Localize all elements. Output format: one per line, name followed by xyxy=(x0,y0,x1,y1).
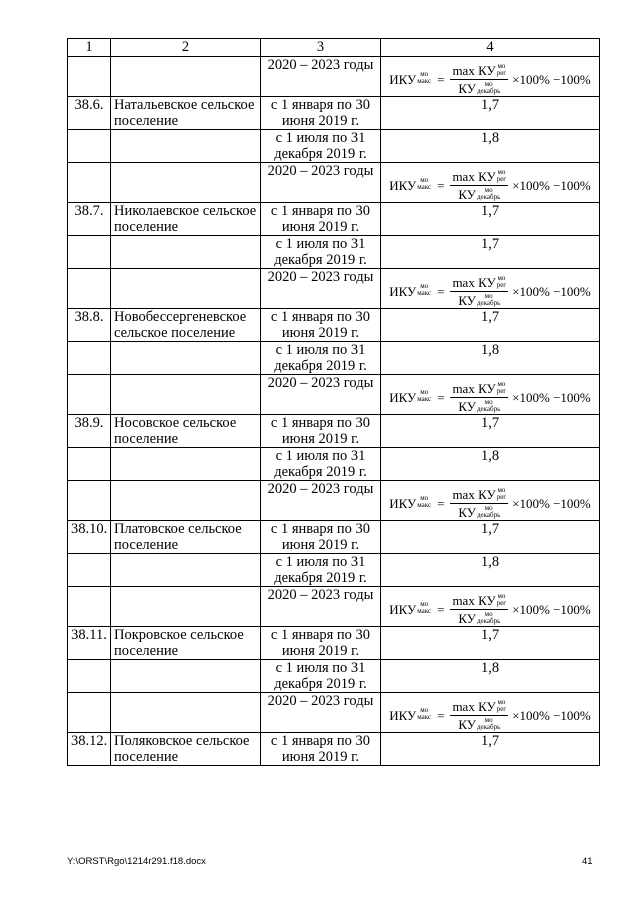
settlement-name: Николаевское сельское поселение xyxy=(111,203,261,236)
formula-den-sub: декабрь xyxy=(476,299,501,307)
formula-lhs-sub: макс xyxy=(417,607,432,615)
row-number xyxy=(68,481,111,521)
formula-den-sup: мо xyxy=(484,504,493,512)
formula-numerator xyxy=(450,593,508,610)
formula-num-sub: рег xyxy=(496,69,507,77)
settlement-name xyxy=(111,236,261,269)
formula-num-main: max КУ xyxy=(452,380,496,396)
formula-num-sup: мо xyxy=(497,698,506,706)
period: с 1 января по 30 июня 2019 г. xyxy=(261,203,381,236)
index-value-cell xyxy=(381,521,600,554)
index-value: 1,7 xyxy=(480,521,500,537)
formula-num-sub: рег xyxy=(496,493,507,501)
formula-num-indices xyxy=(497,699,506,713)
formula-num-sup: мо xyxy=(497,486,506,494)
index-value-cell xyxy=(381,130,600,163)
formula-den-sub: декабрь xyxy=(476,723,501,731)
formula-num-main: max КУ xyxy=(452,274,496,290)
formula-denominator xyxy=(458,610,500,625)
settlement-name xyxy=(111,554,261,587)
index-value-cell xyxy=(381,97,600,130)
row-number xyxy=(68,587,111,627)
table-row xyxy=(68,587,600,627)
period: с 1 июля по 31 декабря 2019 г. xyxy=(261,448,381,481)
settlement-name: Новобессергеневское сельское поселение xyxy=(111,309,261,342)
formula-lhs-indices xyxy=(417,282,432,297)
table-row xyxy=(68,97,600,130)
formula-den-main: КУ xyxy=(458,504,476,520)
table-body xyxy=(68,39,600,766)
index-value-cell xyxy=(381,309,600,342)
settlement-name xyxy=(111,342,261,375)
formula-num-indices xyxy=(497,275,506,289)
formula-fraction xyxy=(450,593,508,625)
period: с 1 января по 30 июня 2019 г. xyxy=(261,97,381,130)
row-number xyxy=(68,269,111,309)
row-number: 38.6. xyxy=(68,97,111,130)
period: с 1 января по 30 июня 2019 г. xyxy=(261,415,381,448)
formula-denominator xyxy=(458,504,500,519)
formula-lhs xyxy=(389,282,432,299)
formula-numerator xyxy=(450,381,508,398)
formula-den-sup: мо xyxy=(484,186,493,194)
formula-num-indices xyxy=(497,593,506,607)
formula-numerator xyxy=(450,63,508,80)
formula-fraction xyxy=(450,381,508,413)
period: 2020 – 2023 годы xyxy=(261,57,381,97)
settlement-name: Носовское сельское поселение xyxy=(111,415,261,448)
header-row xyxy=(68,39,600,57)
formula-lhs-sup: мо xyxy=(420,600,429,608)
formula-num-main: max КУ xyxy=(452,486,496,502)
settlement-name xyxy=(111,57,261,97)
formula-num-sup: мо xyxy=(497,274,506,282)
index-value-cell xyxy=(381,163,600,203)
formula-num-sub: рег xyxy=(496,175,507,183)
index-value-cell xyxy=(381,269,600,309)
formula xyxy=(389,275,591,307)
formula-den-sup: мо xyxy=(484,610,493,618)
formula xyxy=(389,487,591,519)
row-number xyxy=(68,660,111,693)
table-row xyxy=(68,236,600,269)
formula-numerator xyxy=(450,699,508,716)
table-row xyxy=(68,554,600,587)
formula-den-sup: мо xyxy=(484,80,493,88)
page-number: 41 xyxy=(582,856,593,867)
formula-numerator xyxy=(450,275,508,292)
formula-num-main: max КУ xyxy=(452,592,496,608)
formula-tail: ×100% −100% xyxy=(512,283,591,299)
period: с 1 июля по 31 декабря 2019 г. xyxy=(261,236,381,269)
formula-lhs-main: ИКУ xyxy=(389,177,417,193)
formula-den-sup: мо xyxy=(484,292,493,300)
formula-lhs-indices xyxy=(417,176,432,191)
index-value-cell xyxy=(381,693,600,733)
formula-num-main: max КУ xyxy=(452,698,496,714)
formula-tail: ×100% −100% xyxy=(512,707,591,723)
formula-lhs xyxy=(389,600,432,617)
formula-den-sub: декабрь xyxy=(476,617,501,625)
settlement-name xyxy=(111,130,261,163)
table-row xyxy=(68,342,600,375)
row-number: 38.9. xyxy=(68,415,111,448)
formula xyxy=(389,169,591,201)
formula-den-indices xyxy=(477,81,500,95)
period: с 1 января по 30 июня 2019 г. xyxy=(261,309,381,342)
formula-tail: ×100% −100% xyxy=(512,177,591,193)
index-value-cell xyxy=(381,375,600,415)
row-number: 38.11. xyxy=(68,627,111,660)
formula-den-sub: декабрь xyxy=(476,405,501,413)
period: с 1 июля по 31 декабря 2019 г. xyxy=(261,554,381,587)
row-number xyxy=(68,554,111,587)
formula-lhs-sup: мо xyxy=(420,70,429,78)
formula-denominator xyxy=(458,398,500,413)
formula-den-indices xyxy=(477,611,500,625)
formula-lhs-sup: мо xyxy=(420,494,429,502)
index-value: 1,8 xyxy=(480,448,500,464)
formula-lhs xyxy=(389,494,432,511)
formula-lhs xyxy=(389,706,432,723)
formula-equals: = xyxy=(437,389,445,405)
formula-num-sub: рег xyxy=(496,281,507,289)
formula-lhs-sub: макс xyxy=(417,183,432,191)
index-value: 1,8 xyxy=(480,130,500,146)
formula-equals: = xyxy=(437,177,445,193)
index-value: 1,7 xyxy=(480,97,500,113)
formula-lhs-sub: макс xyxy=(417,713,432,721)
table-row xyxy=(68,733,600,766)
formula-den-indices xyxy=(477,717,500,731)
formula-denominator xyxy=(458,292,500,307)
formula-lhs-indices xyxy=(417,70,432,85)
header-cell-3: 3 xyxy=(261,39,381,57)
formula xyxy=(389,63,591,95)
formula-lhs xyxy=(389,176,432,193)
formula-numerator xyxy=(450,169,508,186)
row-number xyxy=(68,130,111,163)
formula-equals: = xyxy=(437,495,445,511)
settlement-name xyxy=(111,375,261,415)
table-row xyxy=(68,203,600,236)
settlement-name xyxy=(111,448,261,481)
period: 2020 – 2023 годы xyxy=(261,481,381,521)
formula-num-sub: рег xyxy=(496,599,507,607)
settlement-name: Покровское сельское поселение xyxy=(111,627,261,660)
index-value-cell xyxy=(381,342,600,375)
index-value: 1,7 xyxy=(480,203,500,219)
header-cell-1: 1 xyxy=(68,39,111,57)
index-value-cell xyxy=(381,481,600,521)
formula-tail: ×100% −100% xyxy=(512,495,591,511)
formula-num-indices xyxy=(497,63,506,77)
settlement-name xyxy=(111,269,261,309)
formula-num-indices xyxy=(497,169,506,183)
formula-equals: = xyxy=(437,71,445,87)
index-value-cell xyxy=(381,415,600,448)
period: 2020 – 2023 годы xyxy=(261,163,381,203)
table-row xyxy=(68,415,600,448)
settlement-name xyxy=(111,660,261,693)
table-row xyxy=(68,693,600,733)
index-value-cell xyxy=(381,587,600,627)
period: с 1 июля по 31 декабря 2019 г. xyxy=(261,130,381,163)
index-value: 1,7 xyxy=(480,309,500,325)
formula-equals: = xyxy=(437,707,445,723)
formula-den-main: КУ xyxy=(458,716,476,732)
formula-lhs-sub: макс xyxy=(417,289,432,297)
table-row xyxy=(68,269,600,309)
header-cell-4: 4 xyxy=(381,39,600,57)
index-value-cell xyxy=(381,554,600,587)
formula-lhs-sup: мо xyxy=(420,176,429,184)
formula-den-indices xyxy=(477,187,500,201)
formula-den-sub: декабрь xyxy=(476,87,501,95)
period: с 1 января по 30 июня 2019 г. xyxy=(261,627,381,660)
formula-den-sup: мо xyxy=(484,716,493,724)
formula-lhs-sub: макс xyxy=(417,395,432,403)
settlement-name xyxy=(111,163,261,203)
formula-lhs-indices xyxy=(417,388,432,403)
footer-file-path: Y:\ORST\Rgo\1214r291.f18.docx xyxy=(67,856,206,867)
table-row xyxy=(68,130,600,163)
settlement-name xyxy=(111,587,261,627)
formula-num-indices xyxy=(497,381,506,395)
formula-den-sub: декабрь xyxy=(476,193,501,201)
formula-lhs-indices xyxy=(417,600,432,615)
formula-num-sub: рег xyxy=(496,705,507,713)
formula-denominator xyxy=(458,186,500,201)
formula-num-sup: мо xyxy=(497,168,506,176)
index-value: 1,8 xyxy=(480,342,500,358)
formula-den-indices xyxy=(477,293,500,307)
formula-lhs-main: ИКУ xyxy=(389,71,417,87)
period: с 1 января по 30 июня 2019 г. xyxy=(261,521,381,554)
formula-den-main: КУ xyxy=(458,80,476,96)
formula-num-sub: рег xyxy=(496,387,507,395)
table-row xyxy=(68,57,600,97)
settlement-name: Поляковское сельское поселение xyxy=(111,733,261,766)
table-row xyxy=(68,309,600,342)
formula-lhs-sub: макс xyxy=(417,501,432,509)
formula-den-indices xyxy=(477,399,500,413)
row-number xyxy=(68,342,111,375)
formula-numerator xyxy=(450,487,508,504)
formula-lhs-main: ИКУ xyxy=(389,495,417,511)
row-number: 38.12. xyxy=(68,733,111,766)
formula-lhs xyxy=(389,388,432,405)
formula-denominator xyxy=(458,716,500,731)
formula-num-main: max КУ xyxy=(452,62,496,78)
row-number xyxy=(68,693,111,733)
period: 2020 – 2023 годы xyxy=(261,269,381,309)
row-number xyxy=(68,163,111,203)
period: 2020 – 2023 годы xyxy=(261,693,381,733)
formula-den-sup: мо xyxy=(484,398,493,406)
row-number: 38.8. xyxy=(68,309,111,342)
index-value-cell xyxy=(381,448,600,481)
settlement-name: Платовское сельское поселение xyxy=(111,521,261,554)
formula-num-main: max КУ xyxy=(452,168,496,184)
period: с 1 января по 30 июня 2019 г. xyxy=(261,733,381,766)
formula-lhs-sup: мо xyxy=(420,282,429,290)
index-value-cell xyxy=(381,660,600,693)
formula-fraction xyxy=(450,699,508,731)
row-number xyxy=(68,448,111,481)
table-row xyxy=(68,448,600,481)
formula-num-sup: мо xyxy=(497,592,506,600)
table-row xyxy=(68,375,600,415)
index-value: 1,8 xyxy=(480,660,500,676)
index-value-cell xyxy=(381,57,600,97)
formula-den-sub: декабрь xyxy=(476,511,501,519)
index-value: 1,7 xyxy=(480,627,500,643)
formula-lhs-sup: мо xyxy=(420,706,429,714)
index-value: 1,8 xyxy=(480,554,500,570)
settlement-name: Натальевское сельское поселение xyxy=(111,97,261,130)
formula-lhs-sub: макс xyxy=(417,77,432,85)
row-number: 38.10. xyxy=(68,521,111,554)
formula-lhs-indices xyxy=(417,706,432,721)
header-cell-2: 2 xyxy=(111,39,261,57)
index-value: 1,7 xyxy=(480,236,500,252)
formula-lhs-main: ИКУ xyxy=(389,601,417,617)
formula-den-main: КУ xyxy=(458,292,476,308)
period: с 1 июля по 31 декабря 2019 г. xyxy=(261,342,381,375)
formula-num-sup: мо xyxy=(497,380,506,388)
table-row xyxy=(68,660,600,693)
table-row xyxy=(68,521,600,554)
settlement-name xyxy=(111,481,261,521)
formula-lhs-main: ИКУ xyxy=(389,389,417,405)
formula-lhs xyxy=(389,70,432,87)
formula-equals: = xyxy=(437,601,445,617)
formula-tail: ×100% −100% xyxy=(512,389,591,405)
formula-fraction xyxy=(450,63,508,95)
formula-num-indices xyxy=(497,487,506,501)
period: 2020 – 2023 годы xyxy=(261,375,381,415)
index-value-cell xyxy=(381,733,600,766)
index-value-cell xyxy=(381,236,600,269)
index-value-cell xyxy=(381,203,600,236)
formula-den-main: КУ xyxy=(458,610,476,626)
formula-fraction xyxy=(450,275,508,307)
table-row xyxy=(68,481,600,521)
table-row xyxy=(68,163,600,203)
formula-tail: ×100% −100% xyxy=(512,601,591,617)
formula-den-main: КУ xyxy=(458,186,476,202)
index-value-cell xyxy=(381,627,600,660)
formula-num-sup: мо xyxy=(497,62,506,70)
formula-fraction xyxy=(450,487,508,519)
row-number xyxy=(68,375,111,415)
formula-denominator xyxy=(458,80,500,95)
formula-lhs-sup: мо xyxy=(420,388,429,396)
row-number xyxy=(68,236,111,269)
formula-lhs-indices xyxy=(417,494,432,509)
table-row xyxy=(68,627,600,660)
index-value: 1,7 xyxy=(480,415,500,431)
index-value: 1,7 xyxy=(480,733,500,749)
formula-lhs-main: ИКУ xyxy=(389,283,417,299)
formula xyxy=(389,593,591,625)
formula-den-indices xyxy=(477,505,500,519)
period: 2020 – 2023 годы xyxy=(261,587,381,627)
formula-equals: = xyxy=(437,283,445,299)
row-number xyxy=(68,57,111,97)
formula-fraction xyxy=(450,169,508,201)
period: с 1 июля по 31 декабря 2019 г. xyxy=(261,660,381,693)
formula xyxy=(389,699,591,731)
formula xyxy=(389,381,591,413)
formula-lhs-main: ИКУ xyxy=(389,707,417,723)
row-number: 38.7. xyxy=(68,203,111,236)
formula-den-main: КУ xyxy=(458,398,476,414)
formula-tail: ×100% −100% xyxy=(512,71,591,87)
settlement-name xyxy=(111,693,261,733)
tariff-table xyxy=(67,38,600,766)
